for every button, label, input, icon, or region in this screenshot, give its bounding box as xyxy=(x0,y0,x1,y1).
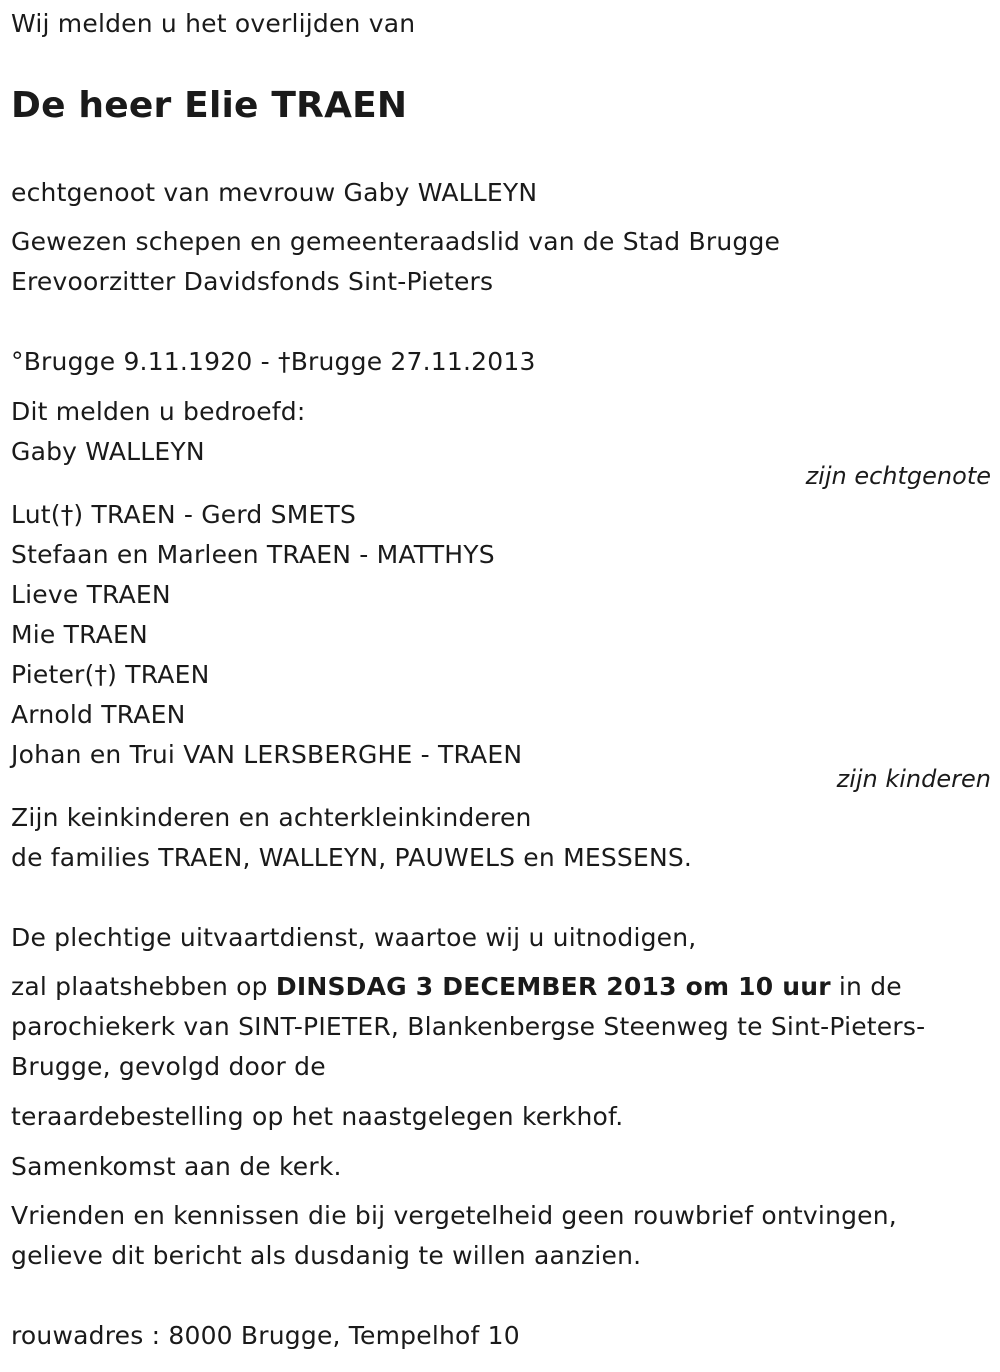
gathering-line: Samenkomst aan de kerk. xyxy=(11,1152,342,1181)
title-line: Gewezen schepen en gemeenteraadslid van de Stad Brugge xyxy=(11,227,781,256)
children-role: zijn kinderen xyxy=(836,765,991,793)
child-name: Mie TRAEN xyxy=(11,620,148,649)
notice-line: gelieve dit bericht als dusdanig te willen aanzien. xyxy=(11,1241,642,1270)
child-name: Lut(†) TRAEN - Gerd SMETS xyxy=(11,500,357,529)
life-dates: °Brugge 9.11.1920 - †Brugge 27.11.2013 xyxy=(11,347,536,376)
service-date: DINSDAG 3 DECEMBER 2013 om 10 uur xyxy=(275,972,831,1001)
spouse-line: echtgenoot van mevrouw Gaby WALLEYN xyxy=(11,178,538,207)
title-line: Erevoorzitter Davidsfonds Sint-Pieters xyxy=(11,267,494,296)
intro-text: Wij melden u het overlijden van xyxy=(11,9,416,38)
grandchildren-line: Zijn keinkinderen en achterkleinkinderen xyxy=(11,803,532,832)
spouse-role: zijn echtgenote xyxy=(805,462,991,490)
notice-line: Vrienden en kennissen die bij vergetelheid geen rouwbrief ontvingen, xyxy=(11,1201,897,1230)
child-name: Pieter(†) TRAEN xyxy=(11,660,210,689)
deceased-name: De heer Elie TRAEN xyxy=(11,85,408,126)
service-location-line: parochiekerk van SINT-PIETER, Blankenbergse Steenweg te Sint-Pieters- xyxy=(11,1012,926,1041)
child-name: Stefaan en Marleen TRAEN - MATTHYS xyxy=(11,540,495,569)
families-line: de families TRAEN, WALLEYN, PAUWELS en MESSENS. xyxy=(11,843,693,872)
service-date-suffix: in de xyxy=(830,972,902,1001)
child-name: Johan en Trui VAN LERSBERGHE - TRAEN xyxy=(11,740,523,769)
service-date-line xyxy=(11,967,902,1007)
burial-line: teraardebestelling op het naastgelegen kerkhof. xyxy=(11,1102,624,1131)
child-name: Lieve TRAEN xyxy=(11,580,171,609)
service-line: De plechtige uitvaartdienst, waartoe wij u uitnodigen, xyxy=(11,923,697,952)
mourners-intro: Dit melden u bedroefd: xyxy=(11,397,306,426)
mourning-address: rouwadres : 8000 Brugge, Tempelhof 10 xyxy=(11,1321,520,1350)
service-date-prefix: zal plaatshebben op xyxy=(11,972,276,1001)
spouse-name: Gaby WALLEYN xyxy=(11,437,205,466)
service-location-line: Brugge, gevolgd door de xyxy=(11,1052,326,1081)
child-name: Arnold TRAEN xyxy=(11,700,186,729)
